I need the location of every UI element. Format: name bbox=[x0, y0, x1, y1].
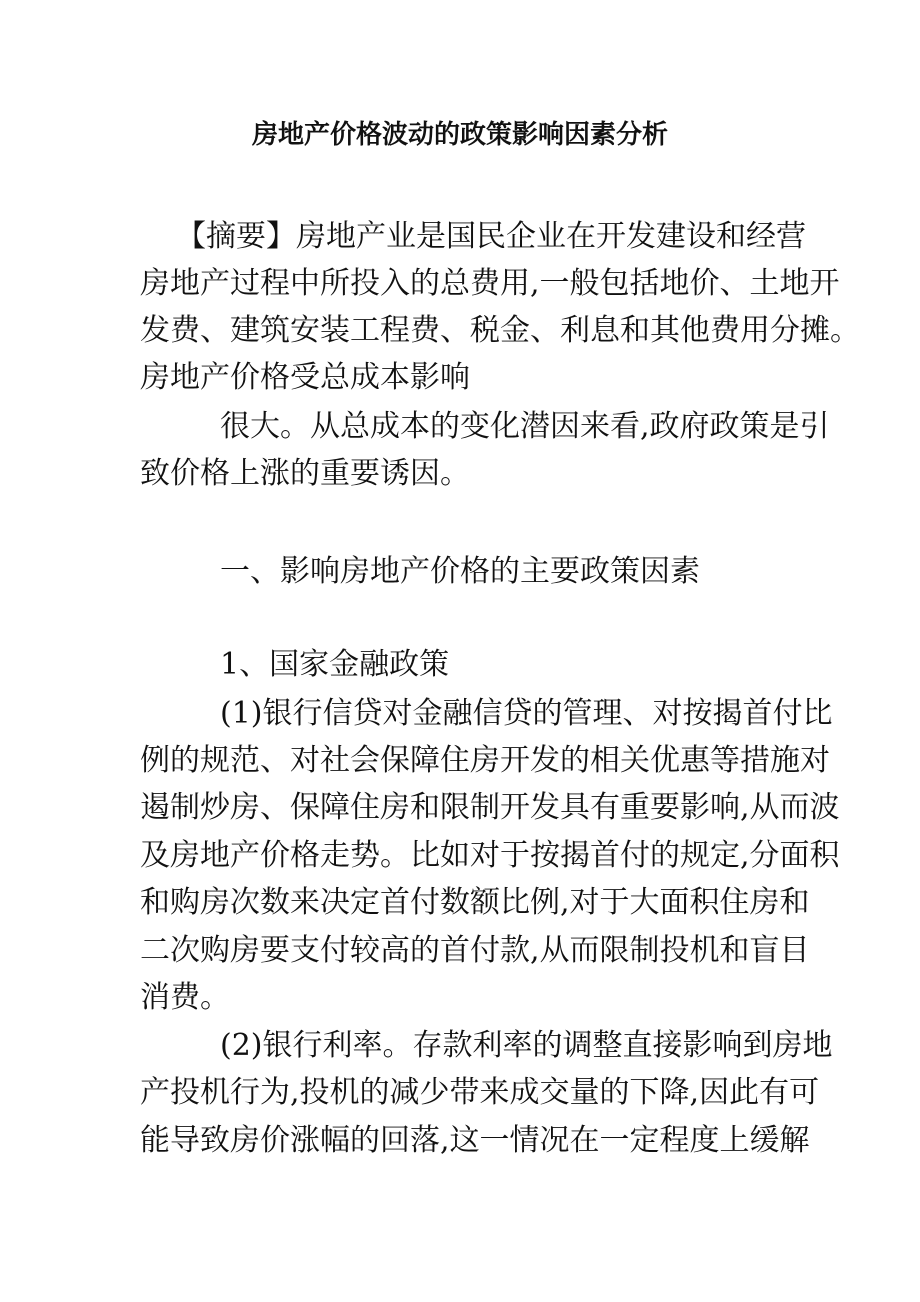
body-line: 产投机行为,投机的减少带来成交量的下降,因此有可 bbox=[140, 1075, 820, 1110]
abstract-line: 【摘要】房地产业是国民企业在开发建设和经营 bbox=[176, 219, 806, 254]
section-heading: 一、影响房地产价格的主要政策因素 bbox=[220, 554, 700, 589]
abstract-line: 房地产过程中所投入的总费用,一般包括地价、土地开 bbox=[140, 266, 840, 301]
abstract-line: 发费、建筑安装工程费、税金、利息和其他费用分摊。 bbox=[140, 313, 860, 348]
abstract-line: 很大。从总成本的变化潜因来看,政府政策是引 bbox=[220, 409, 830, 444]
body-line: (1)银行信贷对金融信贷的管理、对按揭首付比 bbox=[220, 696, 833, 731]
abstract-line: 致价格上涨的重要诱因。 bbox=[140, 456, 470, 491]
body-line: (2)银行利率。存款利率的调整直接影响到房地 bbox=[220, 1028, 833, 1063]
body-line: 遏制炒房、保障住房和限制开发具有重要影响,从而波 bbox=[140, 790, 840, 825]
body-line: 消费。 bbox=[140, 980, 230, 1015]
document-title: 房地产价格波动的政策影响因素分析 bbox=[251, 120, 668, 150]
body-line: 能导致房价涨幅的回落,这一情况在一定程度上缓解 bbox=[140, 1123, 810, 1158]
body-line: 例的规范、对社会保障住房开发的相关优惠等措施对 bbox=[140, 743, 830, 778]
body-line: 二次购房要支付较高的首付款,从而限制投机和盲目 bbox=[140, 933, 810, 968]
subsection-heading: 1、国家金融政策 bbox=[220, 647, 450, 682]
body-line: 及房地产价格走势。比如对于按揭首付的规定,分面积 bbox=[140, 838, 840, 873]
body-line: 和购房次数来决定首付数额比例,对于大面积住房和 bbox=[140, 885, 810, 920]
abstract-line: 房地产价格受总成本影响 bbox=[140, 360, 470, 395]
